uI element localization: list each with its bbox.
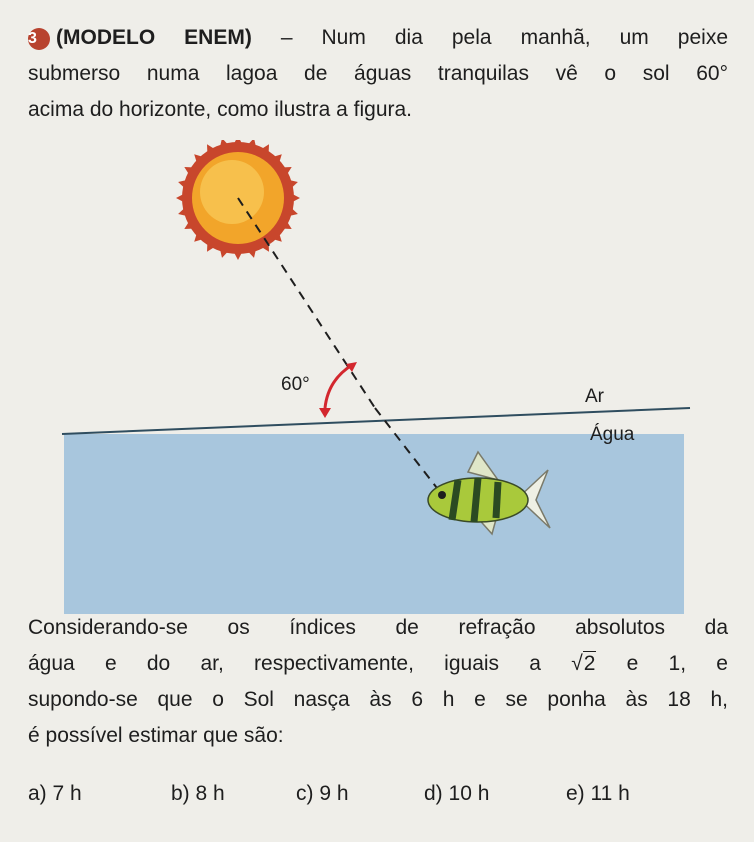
angle-arrow-head-down [319, 408, 331, 418]
body-line-2a: água e do ar, respectivamente, iguais a [28, 652, 541, 675]
answer-options [28, 782, 738, 842]
water-label: Água [590, 424, 635, 445]
option-b[interactable]: b) 8 h [171, 782, 225, 805]
refraction-figure [0, 140, 754, 620]
figure-svg [0, 140, 754, 620]
sqrt-expression: √2 [571, 652, 596, 675]
question-number: 3 [28, 28, 50, 50]
air-label: Ar [585, 386, 604, 407]
question-header: (MODELO ENEM) [56, 26, 252, 49]
intro-line-1: – Num dia pela manhã, um peixe [251, 26, 728, 49]
question-body [28, 610, 728, 754]
sun-icon [176, 140, 300, 260]
body-line-1: Considerando-se os índices de refração absolutos da [28, 616, 728, 639]
intro-line-2: submerso numa lagoa de águas tranquilas vê o sol [28, 62, 670, 85]
option-c[interactable]: c) 9 h [296, 782, 349, 805]
angle-arc [325, 365, 352, 408]
sqrt-radicand: 2 [583, 652, 596, 675]
question-intro [28, 20, 728, 128]
option-d[interactable]: d) 10 h [424, 782, 490, 805]
body-line-4: é possível estimar que são: [28, 724, 284, 747]
water-region [64, 434, 684, 614]
body-line-2b: e 1, e [626, 652, 728, 675]
body-line-3: supondo-se que o Sol nasça às 6 h e se ponha às 18 h, [28, 688, 728, 711]
intro-angle: 60° [696, 62, 729, 85]
intro-line-3: acima do horizonte, como ilustra a figura. [28, 98, 413, 121]
option-a[interactable]: a) 7 h [28, 782, 82, 805]
angle-label: 60° [281, 374, 310, 395]
option-e[interactable]: e) 11 h [566, 782, 630, 805]
